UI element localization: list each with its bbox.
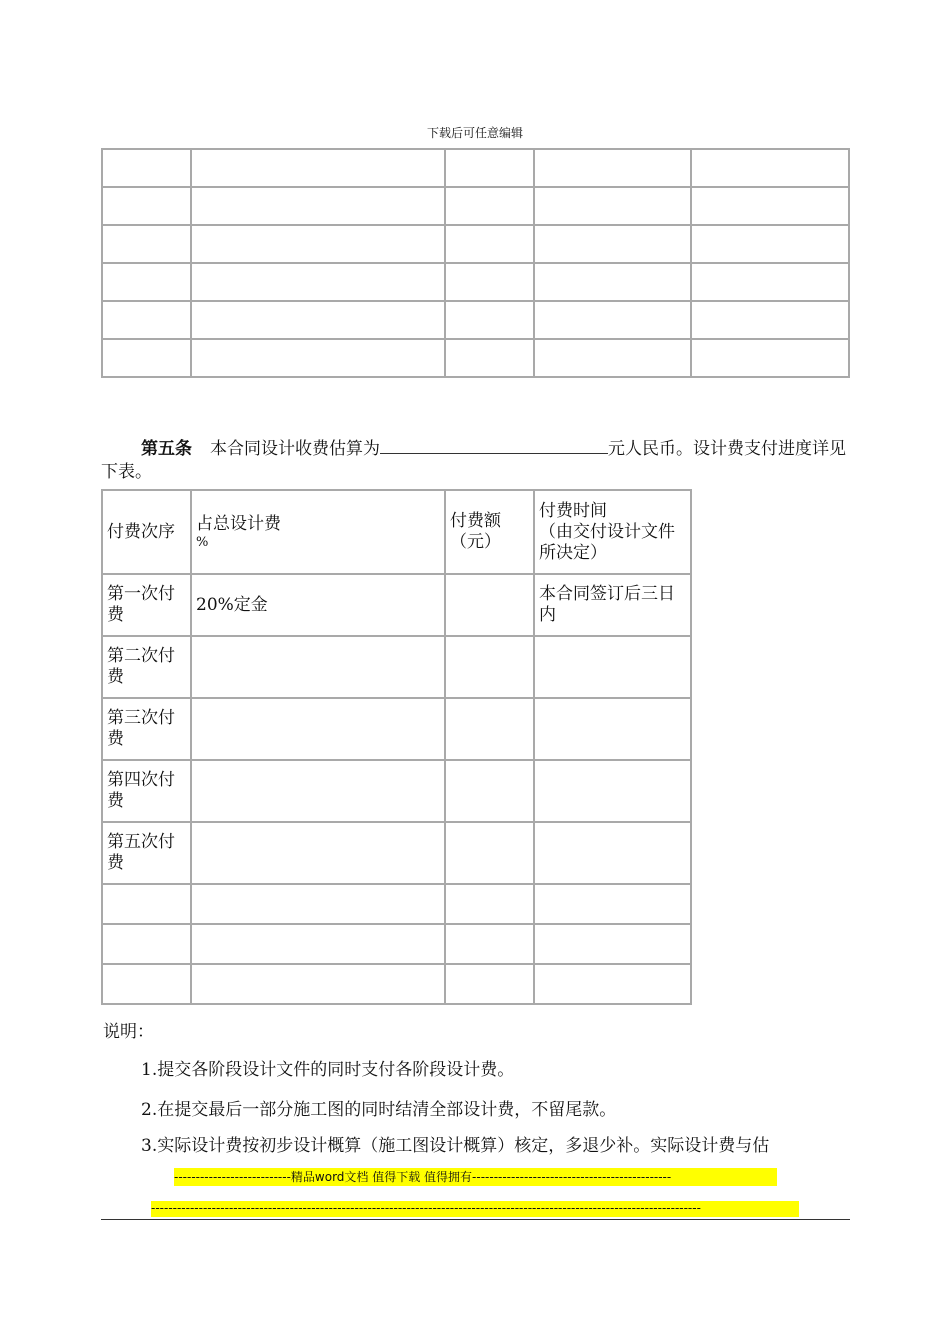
header-percent-line2: %: [196, 535, 209, 550]
table-row: [102, 149, 849, 187]
table-row: [102, 698, 691, 760]
cell-percent: [191, 760, 445, 822]
cell-order: 第三次付费: [102, 698, 191, 760]
header-percent: [191, 490, 445, 574]
cell-time: [534, 698, 691, 760]
table-cell: [534, 301, 691, 339]
table-cell: [191, 225, 445, 263]
table-cell: [691, 263, 849, 301]
table-cell: [191, 301, 445, 339]
table-row: [102, 760, 691, 822]
table-cell: [445, 187, 534, 225]
table-cell: [191, 964, 445, 1004]
table-cell: [191, 149, 445, 187]
table-cell: [445, 884, 534, 924]
cell-percent: [191, 698, 445, 760]
cell-order: 第一次付费: [102, 574, 191, 636]
table-cell: [691, 225, 849, 263]
table-row: [102, 339, 849, 377]
cell-percent: [191, 636, 445, 698]
page-header: 下载后可任意编辑: [426, 126, 523, 140]
table-row: [102, 924, 691, 964]
table-cell: [534, 884, 691, 924]
cell-order: 第二次付费: [102, 636, 191, 698]
table-cell: [534, 187, 691, 225]
table-cell: [445, 339, 534, 377]
table-cell: [102, 301, 191, 339]
table-cell: [191, 924, 445, 964]
notes-title: 说明：: [103, 1022, 154, 1042]
cell-amount: [445, 760, 534, 822]
table-cell: [102, 187, 191, 225]
note-item: 3.实际设计费按初步设计概算（施工图设计概算）核定，多退少补。实际设计费与估: [141, 1136, 770, 1156]
table-cell: [445, 149, 534, 187]
table-cell: [691, 187, 849, 225]
note-item: 2.在提交最后一部分施工图的同时结清全部设计费，不留尾款。: [141, 1100, 617, 1120]
table-cell: [534, 149, 691, 187]
table-cell: [191, 263, 445, 301]
header-order: 付费次序: [102, 490, 191, 574]
cell-amount: [445, 574, 534, 636]
table-cell: [102, 339, 191, 377]
header-amount-line1: 付费额: [450, 511, 501, 531]
table-row: [102, 964, 691, 1004]
cell-amount: [445, 698, 534, 760]
table-cell: [534, 924, 691, 964]
table-header-row: [102, 490, 691, 574]
header-time-line1: 付费时间: [539, 500, 607, 521]
footer-divider: [101, 1219, 850, 1220]
table-cell: [102, 149, 191, 187]
table-cell: [534, 263, 691, 301]
cell-percent: 20%定金: [191, 574, 445, 636]
payment-schedule-table: [101, 489, 692, 1005]
table-cell: [102, 263, 191, 301]
header-percent-line1: 占总设计费: [196, 514, 281, 534]
header-amount-line2: （元）: [450, 532, 501, 552]
table-cell: [191, 187, 445, 225]
table-row: [102, 187, 849, 225]
cell-amount: [445, 822, 534, 884]
table-row: [102, 636, 691, 698]
article-five-paragraph: [101, 438, 850, 484]
cell-time: [534, 760, 691, 822]
table-cell: [102, 884, 191, 924]
table-cell: [445, 301, 534, 339]
header-amount: [445, 490, 534, 574]
table-row: [102, 225, 849, 263]
article-text-before: 本合同设计收费估算为: [210, 439, 380, 459]
table-cell: [102, 225, 191, 263]
table-cell: [534, 339, 691, 377]
promo-banner: ---------------------------精品word文档 值得下载 值得拥有----------------------------------------------: [174, 1168, 777, 1186]
table-cell: [445, 225, 534, 263]
article-label: 第五条: [141, 439, 192, 459]
table-cell: [691, 339, 849, 377]
table-row: [102, 263, 849, 301]
cell-amount: [445, 636, 534, 698]
table-row: [102, 822, 691, 884]
table-cell: [102, 924, 191, 964]
blank-table: [101, 148, 850, 378]
table-cell: [191, 884, 445, 924]
cell-order: 第四次付费: [102, 760, 191, 822]
table-cell: [534, 225, 691, 263]
table-row: [102, 884, 691, 924]
header-time: [534, 490, 691, 574]
note-item: 1.提交各阶段设计文件的同时支付各阶段设计费。: [141, 1060, 515, 1080]
table-cell: [445, 263, 534, 301]
table-cell: [445, 924, 534, 964]
header-time-line2: （由交付设计文件所决定）: [539, 521, 675, 563]
table-cell: [691, 149, 849, 187]
table-cell: [691, 301, 849, 339]
table-cell: [445, 964, 534, 1004]
table-cell: [191, 339, 445, 377]
cell-order: 第五次付费: [102, 822, 191, 884]
cell-time: [534, 636, 691, 698]
cell-percent: [191, 822, 445, 884]
promo-dash-line: -------------------------------------------------------------------------------------------------------------------------------: [151, 1201, 799, 1217]
cell-time: [534, 822, 691, 884]
table-row: [102, 301, 849, 339]
cell-time: 本合同签订后三日内: [534, 574, 691, 636]
table-cell: [534, 964, 691, 1004]
table-row: [102, 574, 691, 636]
fee-blank-line[interactable]: [380, 438, 608, 454]
article-text-after: 元人民币。设计费支付进度详见下表。: [101, 439, 846, 482]
table-cell: [102, 964, 191, 1004]
